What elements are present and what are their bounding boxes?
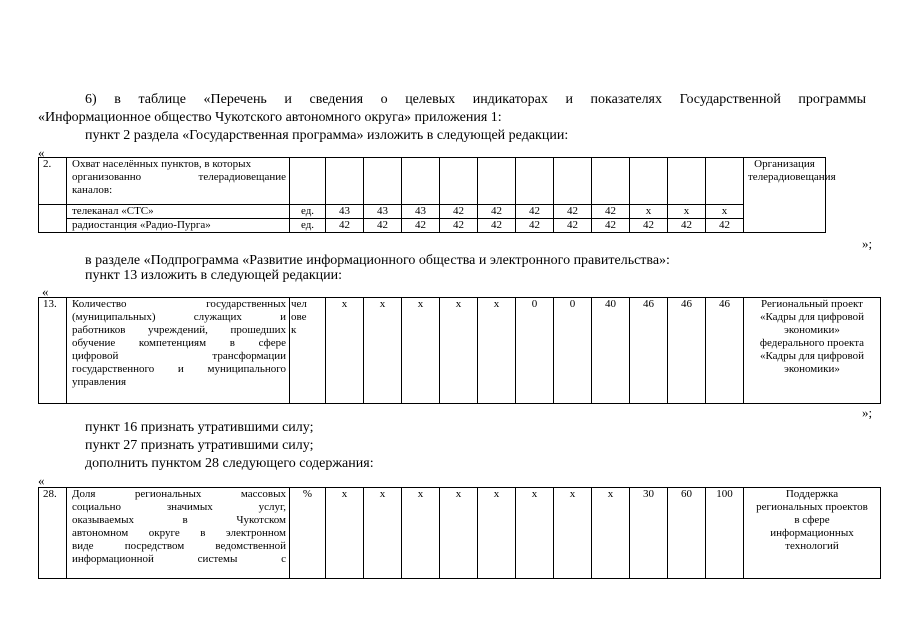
indicator-table-2 [38, 297, 881, 404]
value-cell: 40 [592, 298, 630, 404]
unit-cell: ед. [290, 205, 326, 219]
value-cell: 42 [592, 205, 630, 219]
item28-heading: дополнить пунктом 28 следующего содержания: [85, 456, 374, 471]
value-cell: 42 [516, 219, 554, 233]
paragraph-item2: пункт 2 раздела «Государственная программа» изложить в следующей редакции: [85, 128, 569, 143]
responsible-org: Региональный проект «Кадры для цифровой экономики» федерального проекта «Кадры для цифровой экономики» [744, 298, 881, 404]
row-number: 28. [39, 488, 67, 579]
value-cell: 42 [554, 219, 592, 233]
table-row [39, 219, 826, 233]
value-cell: 42 [364, 219, 402, 233]
value-cell: 43 [364, 205, 402, 219]
subprogram-heading: в разделе «Подпрограмма «Развитие информационного общества и электронного правительства»: [85, 253, 670, 268]
value-cell: 42 [402, 219, 440, 233]
value-cell: 42 [478, 219, 516, 233]
responsible-org: Организация телерадиовещания [744, 158, 826, 233]
value-cell: х [364, 298, 402, 404]
value-cell: х [478, 488, 516, 579]
row-number: 13. [39, 298, 67, 404]
value-cell: 42 [706, 219, 744, 233]
quote-open: « [42, 284, 49, 299]
value-cell: 0 [516, 298, 554, 404]
value-cell: 42 [516, 205, 554, 219]
value-cell: х [440, 298, 478, 404]
indicator-table-1 [38, 157, 836, 233]
value-cell: х [326, 298, 364, 404]
value-cell: 46 [668, 298, 706, 404]
value-cell: х [326, 488, 364, 579]
indicator-name: Доля региональных массовых социально значимых услуг, оказываемых в Чукотском автономном округе в электронном виде посредством ведомственной информационной системы с [67, 488, 290, 579]
value-cell: 100 [706, 488, 744, 579]
value-cell: 42 [592, 219, 630, 233]
quote-open: « [38, 473, 45, 488]
value-cell: х [402, 298, 440, 404]
unit-cell: чел ове к [290, 298, 326, 404]
value-cell: 30 [630, 488, 668, 579]
value-cell: 60 [668, 488, 706, 579]
quote-open: « [38, 145, 45, 160]
value-cell: 42 [554, 205, 592, 219]
table-row [39, 205, 826, 219]
responsible-org: Поддержка региональных проектов в сфере информационных технологий [744, 488, 881, 579]
value-cell: 42 [478, 205, 516, 219]
value-cell: х [402, 488, 440, 579]
value-cell: х [364, 488, 402, 579]
item13-heading: пункт 13 изложить в следующей редакции: [85, 268, 342, 283]
unit-cell: % [290, 488, 326, 579]
indicator-name: Охват населённых пунктов, в которых организованно телерадиовещание каналов: [67, 158, 290, 205]
row-label: телеканал «СТС» [67, 205, 290, 219]
paragraph-6-line2: «Информационное общество Чукотского автономного округа» приложения 1: [38, 110, 502, 125]
item16-text: пункт 16 признать утратившими силу; [85, 420, 314, 435]
value-cell: 46 [706, 298, 744, 404]
value-cell: 42 [440, 219, 478, 233]
value-cell: 42 [630, 219, 668, 233]
value-cell: х [706, 205, 744, 219]
value-cell: х [668, 205, 706, 219]
value-cell: х [592, 488, 630, 579]
value-cell: х [630, 205, 668, 219]
indicator-table-3 [38, 487, 881, 579]
value-cell: х [516, 488, 554, 579]
indicator-name: Количество государственных (муниципальных) служащих и работников учреждений, прошедших обучение компетенциям в сфере цифровой трансформации государственного и муниципального управления [67, 298, 290, 404]
value-cell: 0 [554, 298, 592, 404]
unit-cell: ед. [290, 219, 326, 233]
quote-close: »; [862, 405, 873, 420]
row-label: радиостанция «Радио-Пурга» [67, 219, 290, 233]
table-row [39, 488, 881, 579]
value-cell: 42 [326, 219, 364, 233]
value-cell: 42 [440, 205, 478, 219]
item27-text: пункт 27 признать утратившими силу; [85, 438, 314, 453]
value-cell: х [554, 488, 592, 579]
value-cell: 42 [668, 219, 706, 233]
value-cell: 43 [326, 205, 364, 219]
row-number: 2. [39, 158, 67, 205]
value-cell: х [440, 488, 478, 579]
quote-close: »; [862, 236, 873, 251]
paragraph-6-line1: 6) в таблице «Перечень и сведения о целевых индикаторах и показателях Государственной программы [85, 92, 866, 107]
table-row [39, 298, 881, 404]
value-cell: х [478, 298, 516, 404]
value-cell: 46 [630, 298, 668, 404]
value-cell: 43 [402, 205, 440, 219]
